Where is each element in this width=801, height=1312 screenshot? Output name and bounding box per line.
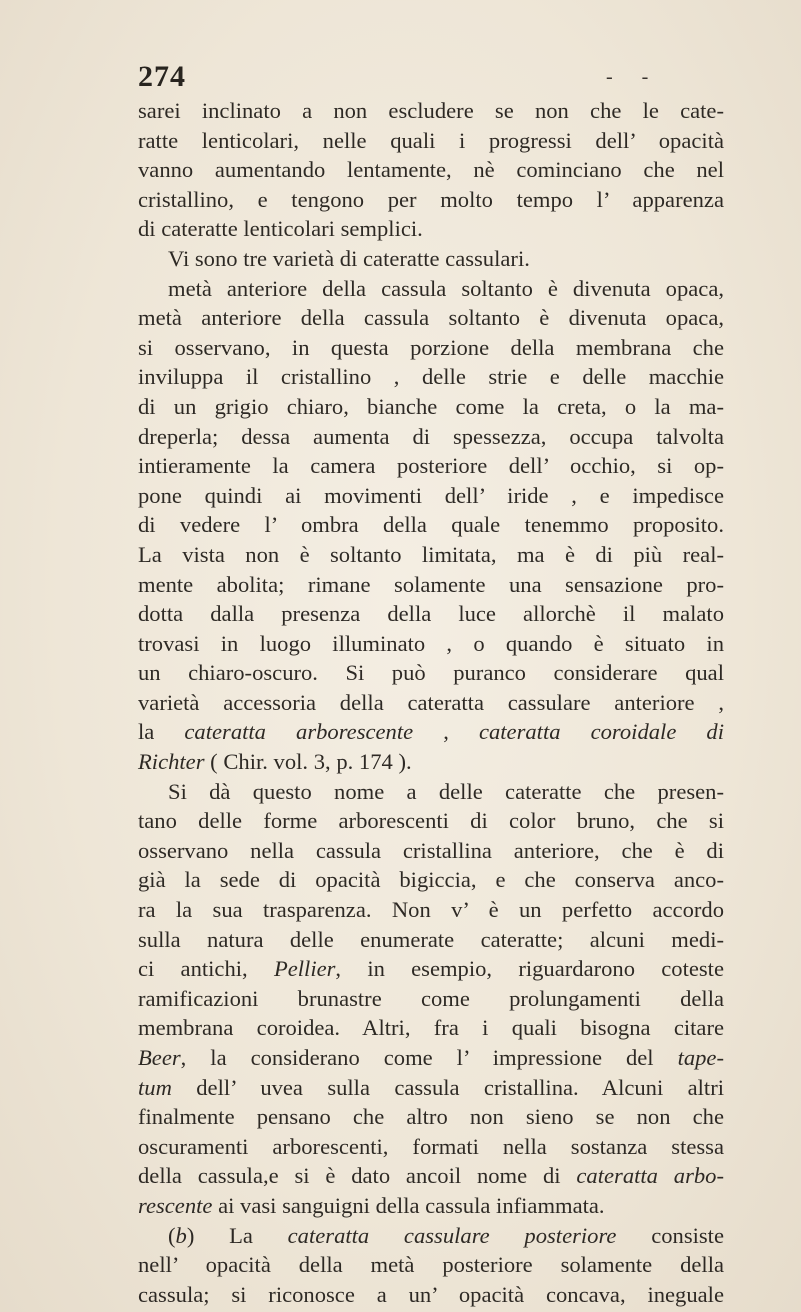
- text-line: pone quindi ai movimenti dell’ iride , e impedisce: [138, 482, 724, 508]
- text-line-rich: tum dell’ uvea sulla cassula cristallina. Alcuni altri: [138, 1074, 724, 1100]
- text-line-rich: Richter ( Chir. vol. 3, p. 174 ).: [138, 749, 412, 775]
- text-line: finalmente pensano che altro non sieno se non che: [138, 1104, 724, 1130]
- text-line: dotta dalla presenza della luce allorchè il malato: [138, 601, 724, 627]
- text-line: Si dà questo nome a delle cateratte che presen-: [168, 778, 724, 804]
- text-line: trovasi in luogo illuminato , o quando è situato in: [138, 630, 724, 656]
- text-line: si osservano, in questa porzione della membrana che: [138, 334, 724, 360]
- text-line: osservano nella cassula cristallina anteriore, che è di: [138, 837, 724, 863]
- text-line: membrana coroidea. Altri, fra i quali bisogna citare: [138, 1015, 724, 1041]
- text-line: La vista non è soltanto limitata, ma è di più real-: [138, 541, 724, 567]
- text-line: di un grigio chiaro, bianche come la creta, o la ma-: [138, 393, 724, 419]
- text-line: sarei inclinato a non escludere se non che le cate-: [138, 98, 724, 123]
- text-line: tano delle forme arborescenti di color bruno, che si: [138, 808, 724, 834]
- text-line: di cateratte lenticolari semplici.: [138, 216, 423, 242]
- text-line-rich: (b) La cateratta cassulare posteriore consiste: [168, 1222, 724, 1248]
- page-number: 274: [138, 60, 186, 93]
- text-line: metà anteriore della cassula soltanto è divenuta opaca,: [138, 305, 724, 331]
- text-line-rich: rescente ai vasi sanguigni della cassula infiammata.: [138, 1192, 605, 1218]
- header-marks: - -: [606, 66, 661, 88]
- text-line: sulla natura delle enumerate cateratte; alcuni medi-: [138, 926, 724, 952]
- text-line: di vedere l’ ombra della quale tenemmo proposito.: [138, 512, 724, 538]
- text-line: ramificazioni brunastre come prolungamenti della: [138, 985, 724, 1011]
- text-line: mente abolita; rimane solamente una sensazione pro-: [138, 571, 724, 597]
- text-line: Vi sono tre varietà di cateratte cassulari.: [168, 245, 530, 271]
- text-line: ratte lenticolari, nelle quali i progressi dell’ opacità: [138, 127, 724, 153]
- text-line: inviluppa il cristallino , delle strie e delle macchie: [138, 364, 724, 390]
- text-line: vanno aumentando lentamente, nè cominciano che nel: [138, 157, 724, 183]
- text-line: un chiaro-oscuro. Si può puranco considerare qual: [138, 660, 724, 686]
- text-line: dreperla; dessa aumenta di spessezza, occupa talvolta: [138, 423, 724, 449]
- text-line-rich: la cateratta arborescente , cateratta coroidale di: [138, 719, 724, 745]
- text-line-rich: della cassula,e si è dato ancoil nome di cateratta arbo-: [138, 1163, 724, 1189]
- text-line-rich: metà anteriore della cassula soltanto è divenuta opaca,: [168, 275, 724, 301]
- text-line: intieramente la camera posteriore dell’ occhio, si op-: [138, 453, 724, 479]
- text-line: oscuramenti arborescenti, formati nella sostanza stessa: [138, 1133, 724, 1159]
- body-text: [138, 96, 724, 1309]
- text-line-rich: Beer, la considerano come l’ impressione del tape-: [138, 1045, 724, 1070]
- text-line: cristallino, e tengono per molto tempo l’ apparenza: [138, 186, 724, 212]
- text-line: già la sede di opacità bigiccia, e che conserva anco-: [138, 867, 724, 893]
- text-line-rich: ci antichi, Pellier, in esempio, riguardarono coteste: [138, 956, 724, 982]
- text-line: varietà accessoria della cateratta cassulare anteriore ,: [138, 689, 724, 715]
- text-line: cassula; si riconosce a un’ opacità concava, ineguale: [138, 1281, 724, 1307]
- text-line: ra la sua trasparenza. Non v’ è un perfetto accordo: [138, 897, 724, 923]
- text-line: nell’ opacità della metà posteriore solamente della: [138, 1252, 724, 1278]
